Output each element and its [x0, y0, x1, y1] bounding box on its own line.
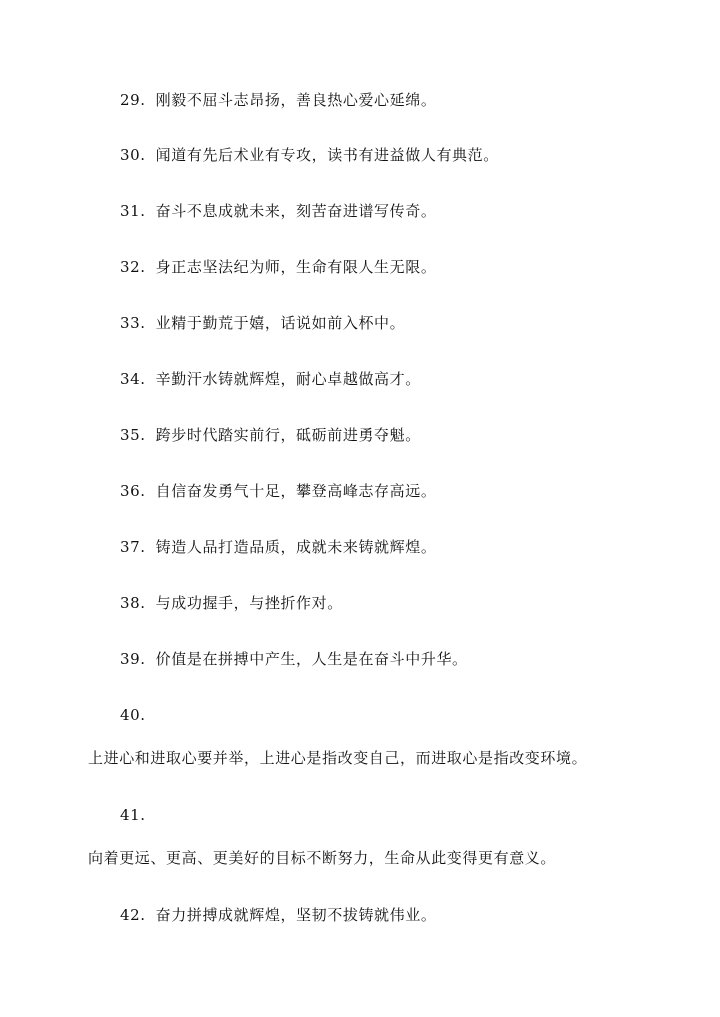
- item-text: 业精于勤荒于嬉，话说如前入杯中。: [155, 314, 406, 332]
- list-item-39: [120, 649, 468, 669]
- item-number: 38.: [120, 594, 146, 612]
- list-item-30: [120, 145, 499, 165]
- list-item-33: [120, 313, 405, 333]
- list-item-35: [120, 425, 421, 445]
- item-text: 闻道有先后术业有专攻，读书有进益做人有典范。: [155, 146, 499, 164]
- item-text: 刚毅不屈斗志昂扬，善良热心爱心延绵。: [155, 91, 437, 109]
- list-item-29: [120, 90, 436, 110]
- item-number: 33.: [120, 314, 146, 332]
- list-item-41-number: 41.: [120, 806, 146, 824]
- list-item-36: [120, 481, 436, 501]
- item-text: 奋力拼搏成就辉煌，坚韧不拔铸就伟业。: [155, 906, 437, 924]
- item-text: 价值是在拼搏中产生，人生是在奋斗中升华。: [155, 650, 468, 668]
- item-number: 31.: [120, 202, 146, 220]
- item-number: 39.: [120, 650, 146, 668]
- list-item-40-text: 上进心和进取心要并举，上进心是指改变自己，而进取心是指改变环境。: [88, 749, 588, 767]
- list-item-34: [120, 369, 421, 389]
- item-text: 与成功握手，与挫折作对。: [155, 594, 343, 612]
- list-item-37: [120, 537, 436, 557]
- item-text: 身正志坚法纪为师，生命有限人生无限。: [155, 258, 437, 276]
- list-item-31: [120, 201, 436, 221]
- item-number: 30.: [120, 146, 146, 164]
- item-text: 跨步时代踏实前行，砥砺前进勇夺魁。: [155, 426, 421, 444]
- item-number: 36.: [120, 482, 146, 500]
- item-number: 34.: [120, 370, 146, 388]
- item-text: 铸造人品打造品质，成就未来铸就辉煌。: [155, 538, 437, 556]
- item-text: 自信奋发勇气十足，攀登高峰志存高远。: [155, 482, 437, 500]
- item-number: 42.: [120, 906, 146, 924]
- list-item-42: [120, 905, 436, 925]
- list-item-41-text: 向着更远、更高、更美好的目标不断努力，生命从此变得更有意义。: [88, 849, 557, 867]
- list-item-38: [120, 593, 343, 613]
- item-text: 辛勤汗水铸就辉煌，耐心卓越做高才。: [155, 370, 421, 388]
- list-item-40-number: 40.: [120, 706, 146, 724]
- item-number: 29.: [120, 91, 146, 109]
- item-number: 32.: [120, 258, 146, 276]
- item-number: 35.: [120, 426, 146, 444]
- item-text: 奋斗不息成就未来，刻苦奋进谱写传奇。: [155, 202, 437, 220]
- item-number: 37.: [120, 538, 146, 556]
- list-item-32: [120, 257, 436, 277]
